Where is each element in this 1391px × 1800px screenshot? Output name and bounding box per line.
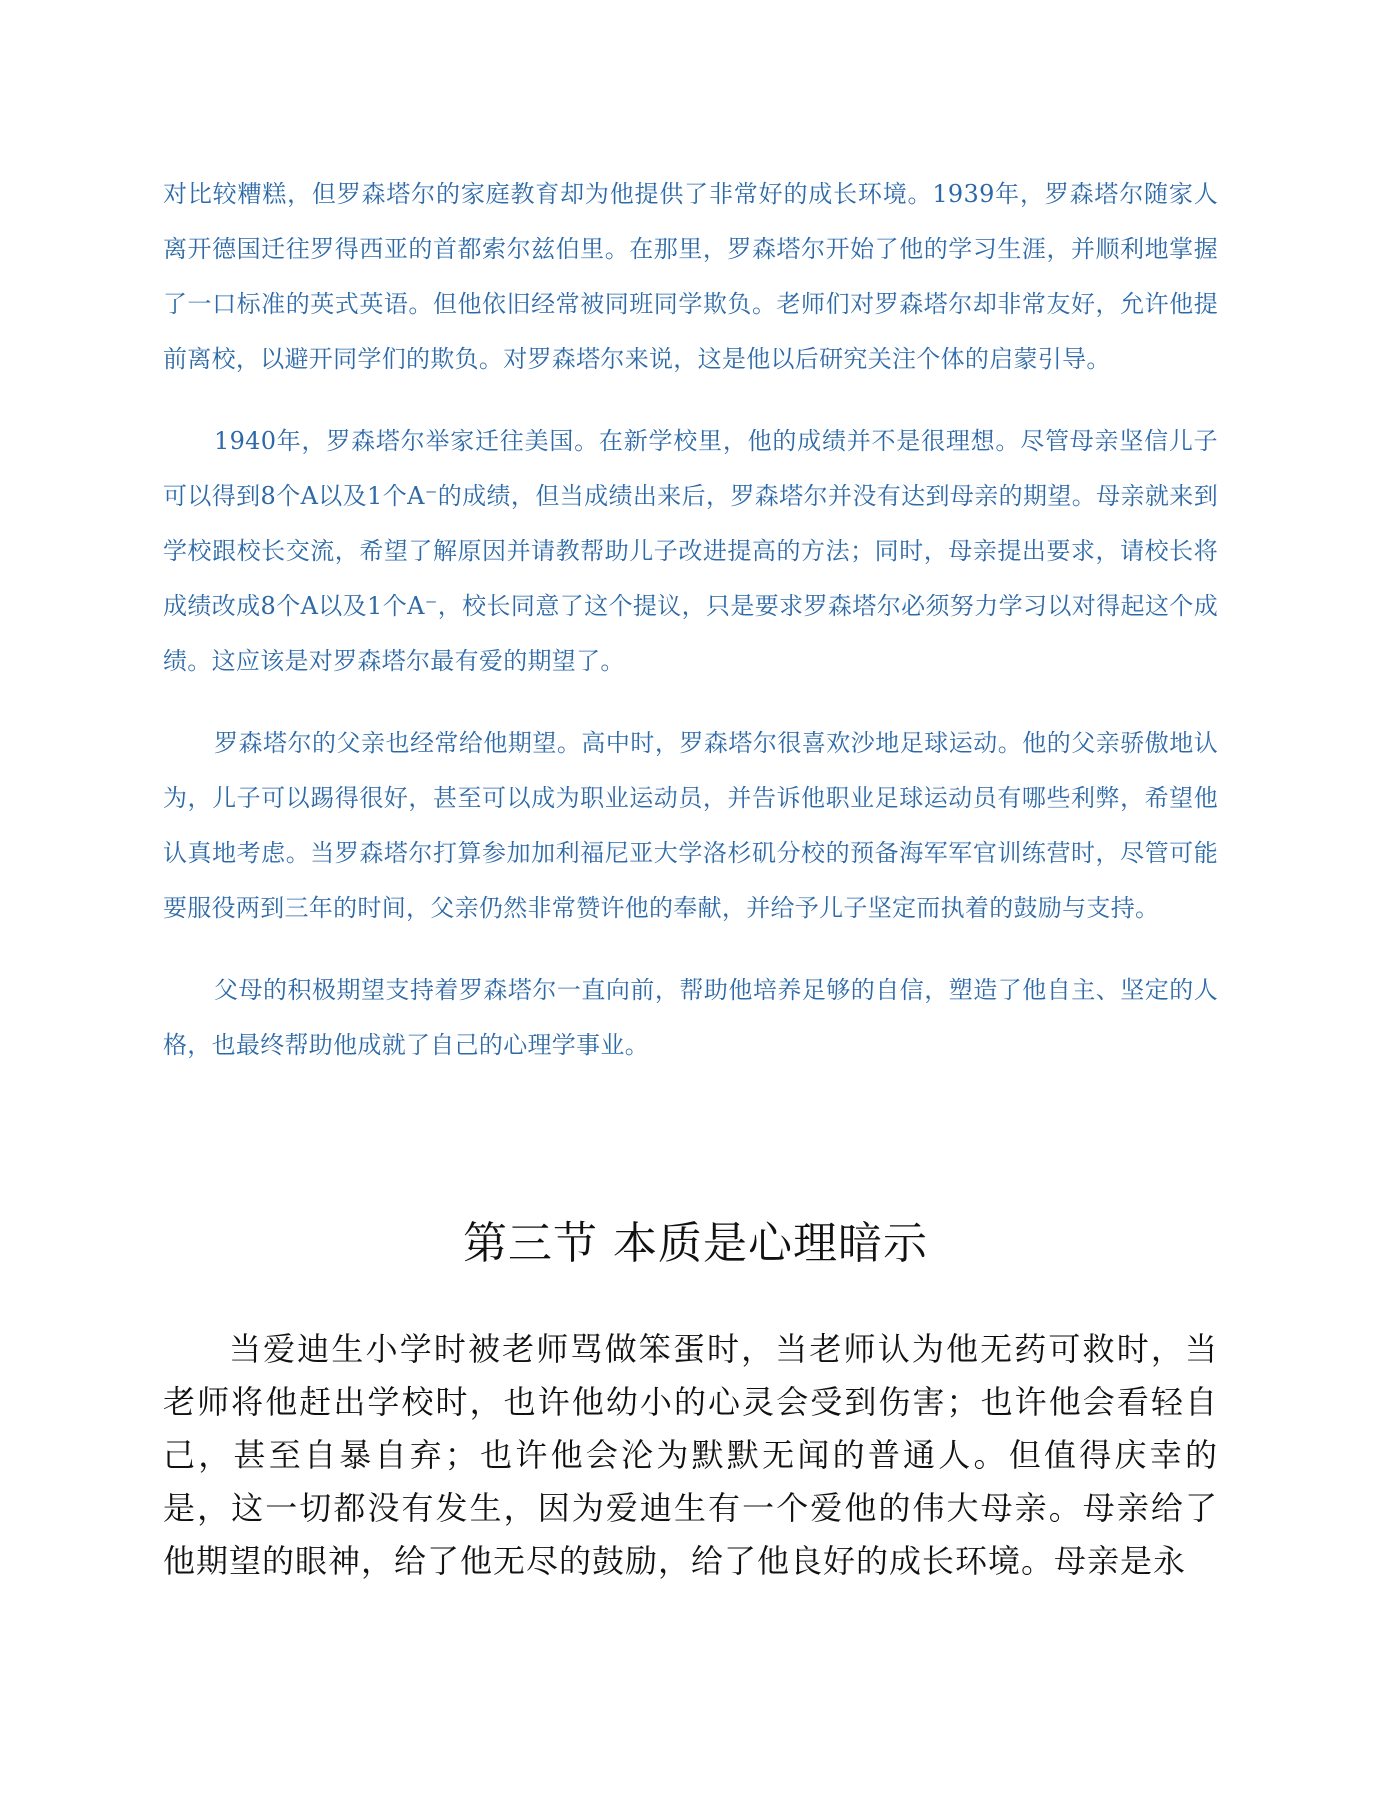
- highlighted-text-block: [163, 167, 1218, 1100]
- paragraph-4: 父母的积极期望支持着罗森塔尔一直向前，帮助他培养足够的自信，塑造了他自主、坚定的人格，也最终帮助他成就了自己的心理学事业。: [163, 976, 1218, 1059]
- paragraph-1: 对比较糟糕，但罗森塔尔的家庭教育却为他提供了非常好的成长环境。1939年，罗森塔尔随家人离开德国迁往罗得西亚的首都索尔兹伯里。在那里，罗森塔尔开始了他的学习生涯，并顺利地掌握了一口标准的英式英语。但他依旧经常被同班同学欺负。老师们对罗森塔尔却非常友好，允许他提前离校，以避开同学们的欺负。对罗森塔尔来说，这是他以后研究关注个体的启蒙引导。: [163, 180, 1218, 373]
- paragraph-2: 1940年，罗森塔尔举家迁往美国。在新学校里，他的成绩并不是很理想。尽管母亲坚信儿子可以得到8个A以及1个A⁻的成绩，但当成绩出来后，罗森塔尔并没有达到母亲的期望。母亲就来到学校跟校长交流，希望了解原因并请教帮助儿子改进提高的方法；同时，母亲提出要求，请校长将成绩改成8个A以及1个A⁻，校长同意了这个提议，只是要求罗森塔尔必须努力学习以对得起这个成绩。这应该是对罗森塔尔最有爱的期望了。: [163, 427, 1218, 675]
- section-heading: 第三节 本质是心理暗示: [463, 1218, 928, 1269]
- body-text-block: [163, 1323, 1218, 1588]
- section-paragraph: 当爱迪生小学时被老师骂做笨蛋时，当老师认为他无药可救时，当老师将他赶出学校时，也许他幼小的心灵会受到伤害；也许他会看轻自己，甚至自暴自弃；也许他会沦为默默无闻的普通人。但值得庆幸的是，这一切都没有发生，因为爱迪生有一个爱他的伟大母亲。母亲给了他期望的眼神，给了他无尽的鼓励，给了他良好的成长环境。母亲是永: [163, 1330, 1218, 1580]
- paragraph-3: 罗森塔尔的父亲也经常给他期望。高中时，罗森塔尔很喜欢沙地足球运动。他的父亲骄傲地认为，儿子可以踢得很好，甚至可以成为职业运动员，并告诉他职业足球运动员有哪些利弊，希望他认真地考虑。当罗森塔尔打算参加加利福尼亚大学洛杉矶分校的预备海军军官训练营时，尽管可能要服役两到三年的时间，父亲仍然非常赞许他的奉献，并给予儿子坚定而执着的鼓励与支持。: [163, 729, 1218, 922]
